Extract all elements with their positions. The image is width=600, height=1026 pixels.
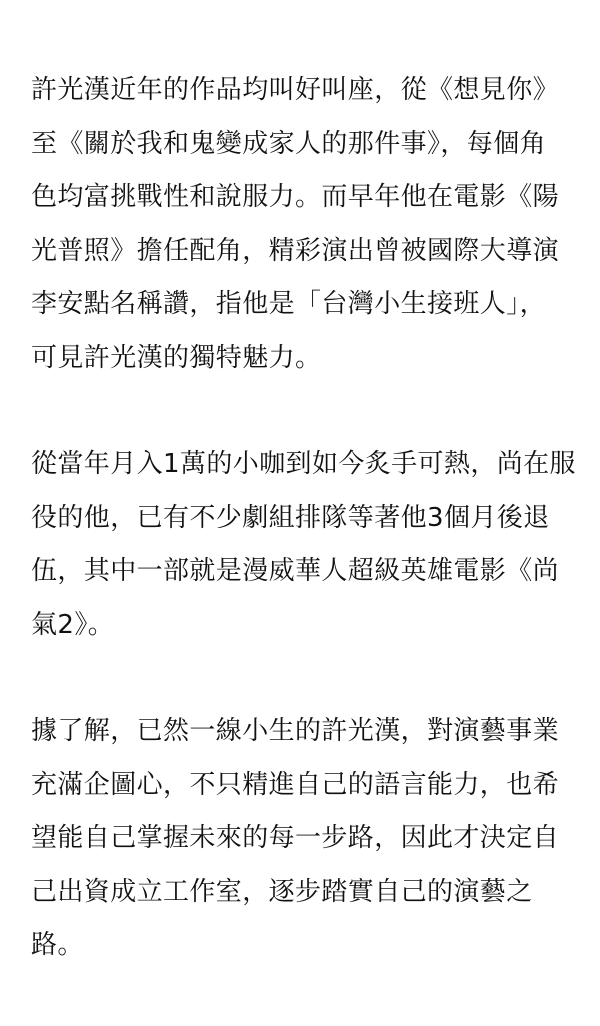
text-line: 伍，其中一部就是漫威華人超級英雄電影《尚 (31, 556, 560, 586)
text-line: 役的他，已有不少劇組排隊等著他3個月後退 (31, 502, 550, 533)
text-line: 李安點名稱讚，指他是「台灣小生接班人」， (31, 289, 547, 319)
paragraph-2 (31, 438, 576, 652)
text-line: 從當年月入1萬的小咖到如今炙手可熱，尚在服 (31, 449, 576, 479)
text-line: 許光漢近年的作品均叫好叫座，從《想見你》 (31, 75, 560, 105)
text-line: 至《關於我和鬼變成家人的那件事》，每個角 (31, 128, 547, 159)
text-line: 望能自己掌握未來的每一步路，因此才決定自 (31, 823, 560, 853)
text-line: 路。 (31, 930, 84, 960)
text-line: 光普照》擔任配角，精彩演出曾被國際大導演 (31, 235, 560, 266)
paragraph-1 (31, 64, 576, 385)
text-line: 可見許光漢的獨特魅力。 (31, 342, 322, 373)
article-body (31, 64, 576, 1026)
paragraph-3 (31, 705, 576, 973)
text-line: 氣2》。 (31, 609, 115, 640)
text-line: 色均富挑戰性和說服力。而早年他在電影《陽 (31, 182, 560, 212)
text-line: 充滿企圖心，不只精進自己的語言能力，也希 (31, 769, 560, 800)
text-line: 據了解，已然一線小生的許光漢，對演藝事業 (31, 716, 560, 746)
text-line: 己出資成立工作室，逐步踏實自己的演藝之 (31, 876, 533, 907)
